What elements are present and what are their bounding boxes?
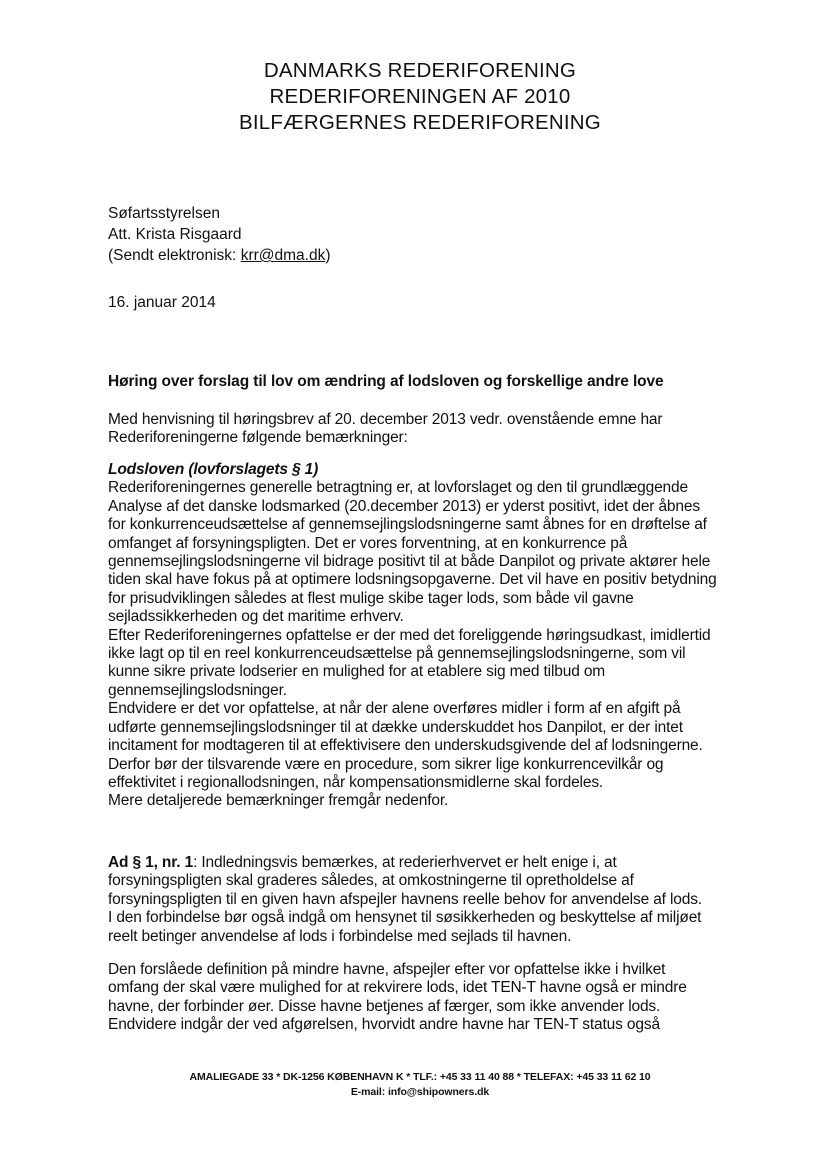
havne-text: Den forslåede definition på mindre havne, afspejler efter vor opfattelse ikke i hvilket omfang der skal være mulighed for at rekvirere lods, idet TEN-T havne også er mindre havne, der forbinder øer. Disse havne betjenes af færger, som ikke anvender lods. Endvidere indgår der ved afgørelsen, hvorvidt andre havne har TEN-T status også <box>108 961 687 1034</box>
ad-paragraph-1 <box>108 854 720 909</box>
footer <box>140 1070 700 1100</box>
section-heading: Lodsloven (lovforslagets § 1) <box>108 461 319 478</box>
letterhead-line-1: DANMARKS REDERIFORENING <box>263 59 577 82</box>
recipient-att: Att. Krista Risgaard <box>108 226 242 243</box>
ad-section <box>108 854 720 946</box>
letter-subject: Høring over forslag til lov om ændring af lodsloven og forskellige andre love <box>108 373 664 390</box>
letterhead-line-2: REDERIFORENINGEN AF 2010 <box>269 85 571 108</box>
recipient-sent-line <box>108 245 331 266</box>
sent-suffix: ) <box>325 247 331 264</box>
section-paragraph-3: Endvidere er det vor opfattelse, at når der alene overføres midler i form af en afgift på udførte gennemsejlingslodsninger til at dække underskuddet hos Danpilot, er der intet incitament for modtageren til at effektivisere den underskudsgivende del af lodsningerne. Derfor bør der tilsvarende være en procedure, som sikrer lige konkurrencevilkår og effektivitet i regionallodsningen, når kompensationsmidlerne skal fordeles. <box>108 700 703 791</box>
section-paragraph-2: Efter Rederiforeningernes opfattelse er der med det foreliggende høringsudkast, imidlertid ikke lagt op til en reel konkurrenceudsættelse på gennemsejlingslodsningerne, som vil kunne sikre private lodserier en mulighed for at etablere sig med tilbud om gennemsejlingslodsninger. <box>108 626 711 699</box>
footer-address: AMALIEGADE 33 * DK-1256 KØBENHAVN K * TLF.: +45 33 11 40 88 * TELEFAX: +45 33 11 62 10 <box>189 1071 651 1083</box>
lodsloven-section <box>108 461 720 811</box>
recipient-block <box>108 203 331 266</box>
section-paragraph-4: Mere detaljerede bemærkninger fremgår nedenfor. <box>108 792 449 810</box>
ad-label: Ad § 1, nr. 1 <box>108 854 194 871</box>
ad-text: : Indledningsvis bemærkes, at rederierhvervet er helt enige i, at forsyningspligten skal graderes således, at omkostningerne til opretholdelse af forsyningspligten til en given havn afspejler havnens reelle behov for anvendelse af lods. <box>108 854 702 908</box>
ad-paragraph-2: I den forbindelse bør også indgå om hensynet til søsikkerheden og beskyttelse af miljøet reelt betinger anvendelse af lods i forbindelse med sejlads til havnen. <box>108 909 702 945</box>
footer-email: E-mail: info@shipowners.dk <box>350 1086 490 1098</box>
havne-paragraph <box>108 961 720 1035</box>
intro-text: Med henvisning til høringsbrev af 20. december 2013 vedr. ovenstående emne har Rederiforeningerne følgende bemærkninger: <box>108 411 663 447</box>
recipient-email-link[interactable]: krr@dma.dk <box>240 247 326 264</box>
letterhead-line-3: BILFÆRGERNES REDERIFORENING <box>239 111 601 134</box>
recipient-name: Søfartsstyrelsen <box>108 205 220 222</box>
intro-paragraph <box>108 411 720 448</box>
sent-prefix: (Sendt elektronisk: <box>108 247 241 264</box>
letter-date: 16. januar 2014 <box>108 294 216 311</box>
letterhead <box>150 58 690 136</box>
section-paragraph-1: Rederiforeningernes generelle betragtning er, at lovforslaget og den til grundlæggende Analyse af det danske lodsmarked (20.december 2013) er yderst positivt, idet der åbnes for konkurrenceudsættelse af gennemsejlingslodsningerne samt åbnes for en drøftelse af omfanget af forsyningspligten. Det er vores forventning, at en konkurrence på gennemsejlingslodsningerne vil bidrage positivt til at både Danpilot og private aktører hele tiden skal have fokus på at optimere lodsningsopgaverne. Det vil have en positiv betydning for prisudviklingen således at flest mulige skibe tager lods, som både vil gavne sejladssikkerheden og det maritime erhverv. <box>108 479 717 626</box>
